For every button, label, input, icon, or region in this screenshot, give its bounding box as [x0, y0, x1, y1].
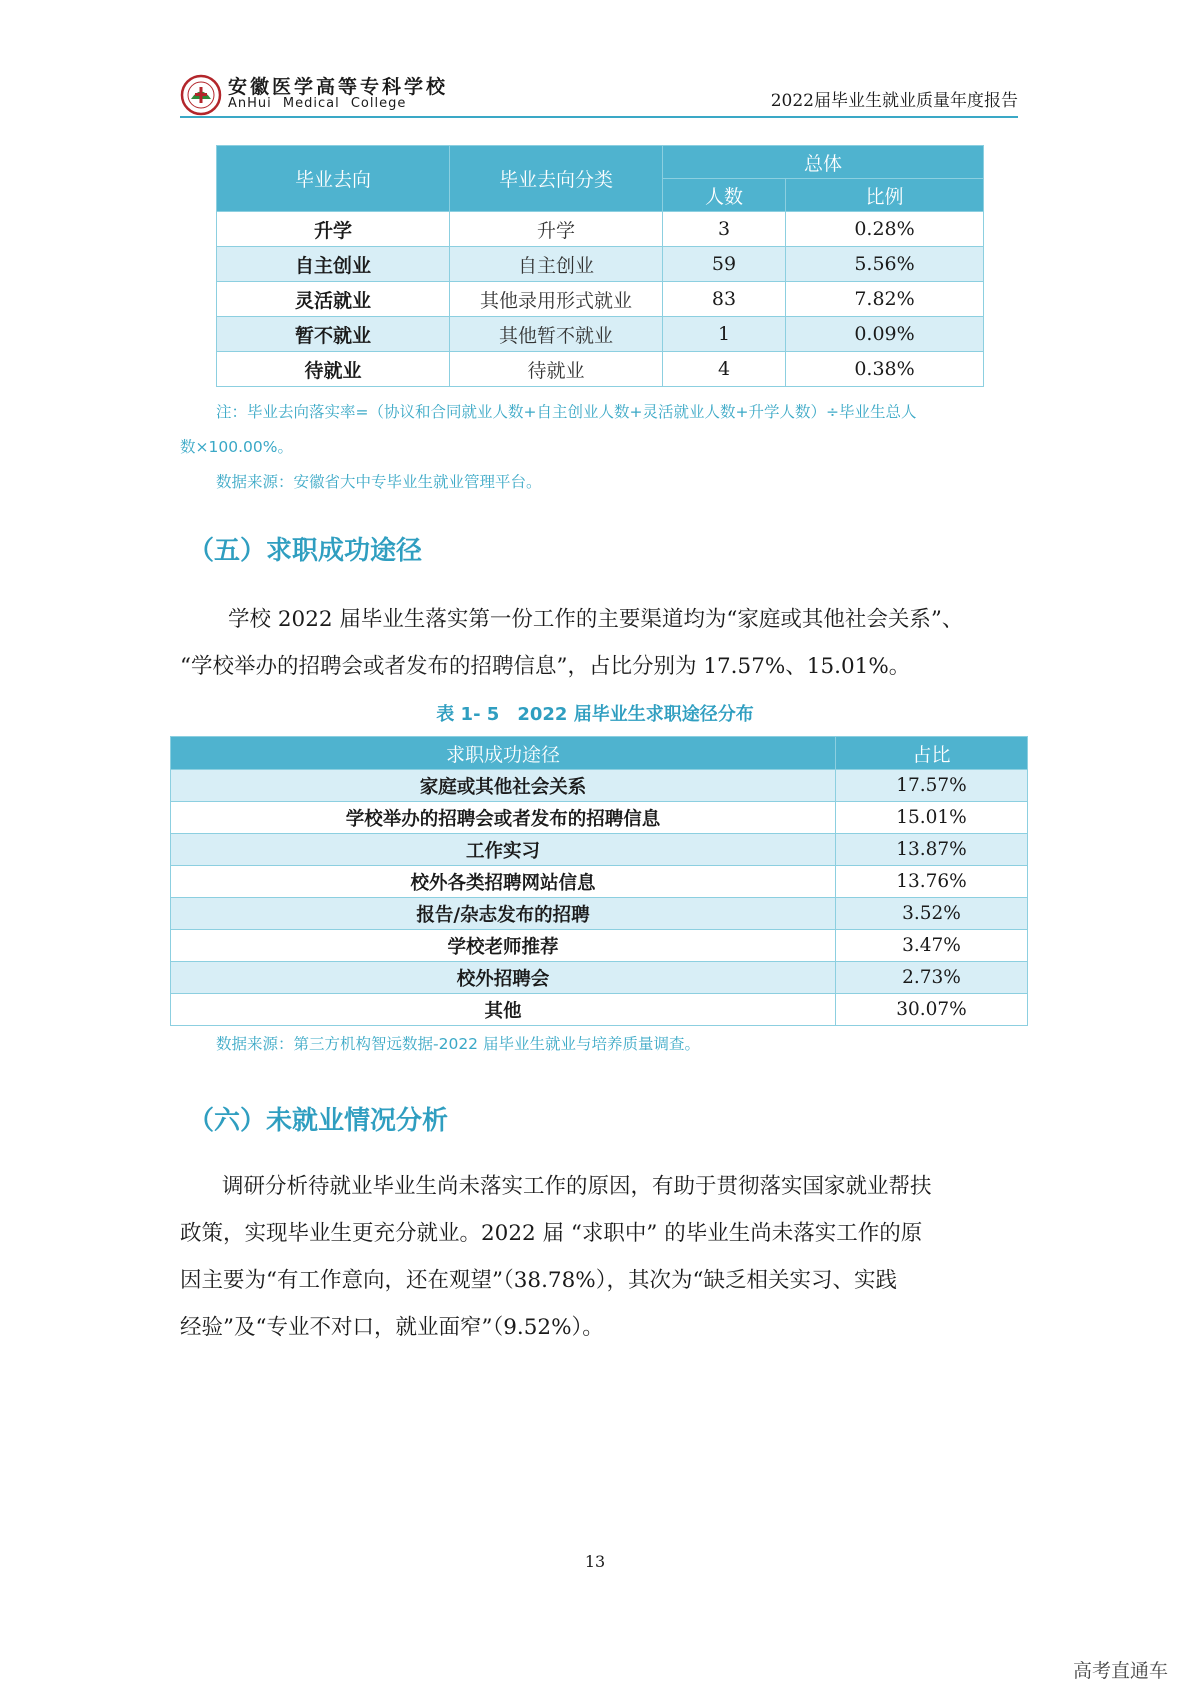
section6-title: （六）未就业情况分析: [188, 1106, 449, 1136]
cell-count: 1: [663, 317, 786, 352]
table-row: [217, 212, 984, 247]
cell-destination: 暂不就业: [217, 317, 450, 352]
school-name-cn: 安徽医学高等专科学校: [228, 76, 449, 98]
table-row: [171, 994, 1028, 1026]
header-overall: 总体: [663, 146, 984, 179]
cell-count: 3: [663, 212, 786, 247]
cell-share: 13.87%: [836, 834, 1028, 866]
table-row: [217, 282, 984, 317]
table-row: [217, 247, 984, 282]
header-share: 占比: [836, 737, 1028, 770]
cell-path: 工作实习: [171, 834, 836, 866]
cell-share: 3.47%: [836, 930, 1028, 962]
cell-ratio: 7.82%: [786, 282, 984, 317]
job-path-table: [170, 736, 1028, 1026]
cell-count: 4: [663, 352, 786, 387]
table-row: [171, 930, 1028, 962]
section6-paragraph: [180, 1163, 1018, 1351]
cell-path: 家庭或其他社会关系: [171, 770, 836, 802]
cell-destination: 灵活就业: [217, 282, 450, 317]
cell-share: 13.76%: [836, 866, 1028, 898]
cell-path: 报告/杂志发布的招聘: [171, 898, 836, 930]
cell-category: 升学: [450, 212, 663, 247]
section5-paragraph: [180, 596, 1018, 690]
cell-category: 自主创业: [450, 247, 663, 282]
table2-caption: 表 1- 5 2022 届毕业生求职途径分布: [436, 704, 754, 725]
cell-ratio: 0.38%: [786, 352, 984, 387]
cell-path: 其他: [171, 994, 836, 1026]
header-divider: [180, 116, 1018, 118]
cell-share: 15.01%: [836, 802, 1028, 834]
cell-destination: 自主创业: [217, 247, 450, 282]
cell-share: 2.73%: [836, 962, 1028, 994]
table-row: [217, 352, 984, 387]
header-destination: 毕业去向: [217, 146, 450, 212]
table1-note-line1: 注：毕业去向落实率=（协议和合同就业人数+自主创业人数+灵活就业人数+升学人数）÷毕业生总人: [216, 403, 917, 421]
paragraph-line: 调研分析待就业毕业生尚未落实工作的原因，有助于贯彻落实国家就业帮扶: [222, 1174, 932, 1199]
destination-table: [216, 145, 984, 387]
paragraph-line: “学校举办的招聘会或者发布的招聘信息”，占比分别为 17.57%、15.01%。: [180, 654, 911, 679]
table1-note-line2: 数×100.00%。: [180, 438, 293, 456]
paragraph-line: 因主要为“有工作意向，还在观望”（38.78%），其次为“缺乏相关实习、实践: [180, 1268, 897, 1293]
cell-ratio: 0.09%: [786, 317, 984, 352]
cell-count: 59: [663, 247, 786, 282]
cell-destination: 升学: [217, 212, 450, 247]
table-row: [171, 866, 1028, 898]
table2-source: 数据来源：第三方机构智远数据-2022 届毕业生就业与培养质量调查。: [216, 1035, 700, 1053]
cell-category: 待就业: [450, 352, 663, 387]
header-path: 求职成功途径: [171, 737, 836, 770]
paragraph-line: 政策，实现毕业生更充分就业。2022 届 “求职中” 的毕业生尚未落实工作的原: [180, 1221, 923, 1246]
cell-path: 学校举办的招聘会或者发布的招聘信息: [171, 802, 836, 834]
header-ratio: 比例: [786, 179, 984, 212]
header-count: 人数: [663, 179, 786, 212]
page-number: 13: [584, 1552, 606, 1571]
cell-share: 3.52%: [836, 898, 1028, 930]
cell-count: 83: [663, 282, 786, 317]
table-row: [217, 317, 984, 352]
page-header: [180, 70, 1018, 114]
table-row: [171, 898, 1028, 930]
cell-share: 30.07%: [836, 994, 1028, 1026]
cell-ratio: 0.28%: [786, 212, 984, 247]
cell-path: 校外各类招聘网站信息: [171, 866, 836, 898]
school-name-en: AnHui Medical College: [228, 96, 407, 111]
table-row: [171, 962, 1028, 994]
table-row: [171, 834, 1028, 866]
cell-category: 其他暂不就业: [450, 317, 663, 352]
table1-source: 数据来源：安徽省大中专毕业生就业管理平台。: [216, 473, 542, 491]
watermark: 高考直通车: [1072, 1660, 1168, 1682]
cell-ratio: 5.56%: [786, 247, 984, 282]
cell-path: 学校老师推荐: [171, 930, 836, 962]
section5-title: （五）求职成功途径: [188, 536, 423, 566]
paragraph-line: 经验”及“专业不对口，就业面窄”（9.52%）。: [180, 1315, 604, 1340]
cell-share: 17.57%: [836, 770, 1028, 802]
header-category: 毕业去向分类: [450, 146, 663, 212]
report-title: 2022届毕业生就业质量年度报告: [770, 91, 1018, 111]
cell-destination: 待就业: [217, 352, 450, 387]
table-row: [171, 770, 1028, 802]
paragraph-line: 学校 2022 届毕业生落实第一份工作的主要渠道均为“家庭或其他社会关系”、: [228, 607, 964, 632]
cell-path: 校外招聘会: [171, 962, 836, 994]
table-row: [171, 802, 1028, 834]
school-seal-icon: [180, 74, 222, 116]
cell-category: 其他录用形式就业: [450, 282, 663, 317]
